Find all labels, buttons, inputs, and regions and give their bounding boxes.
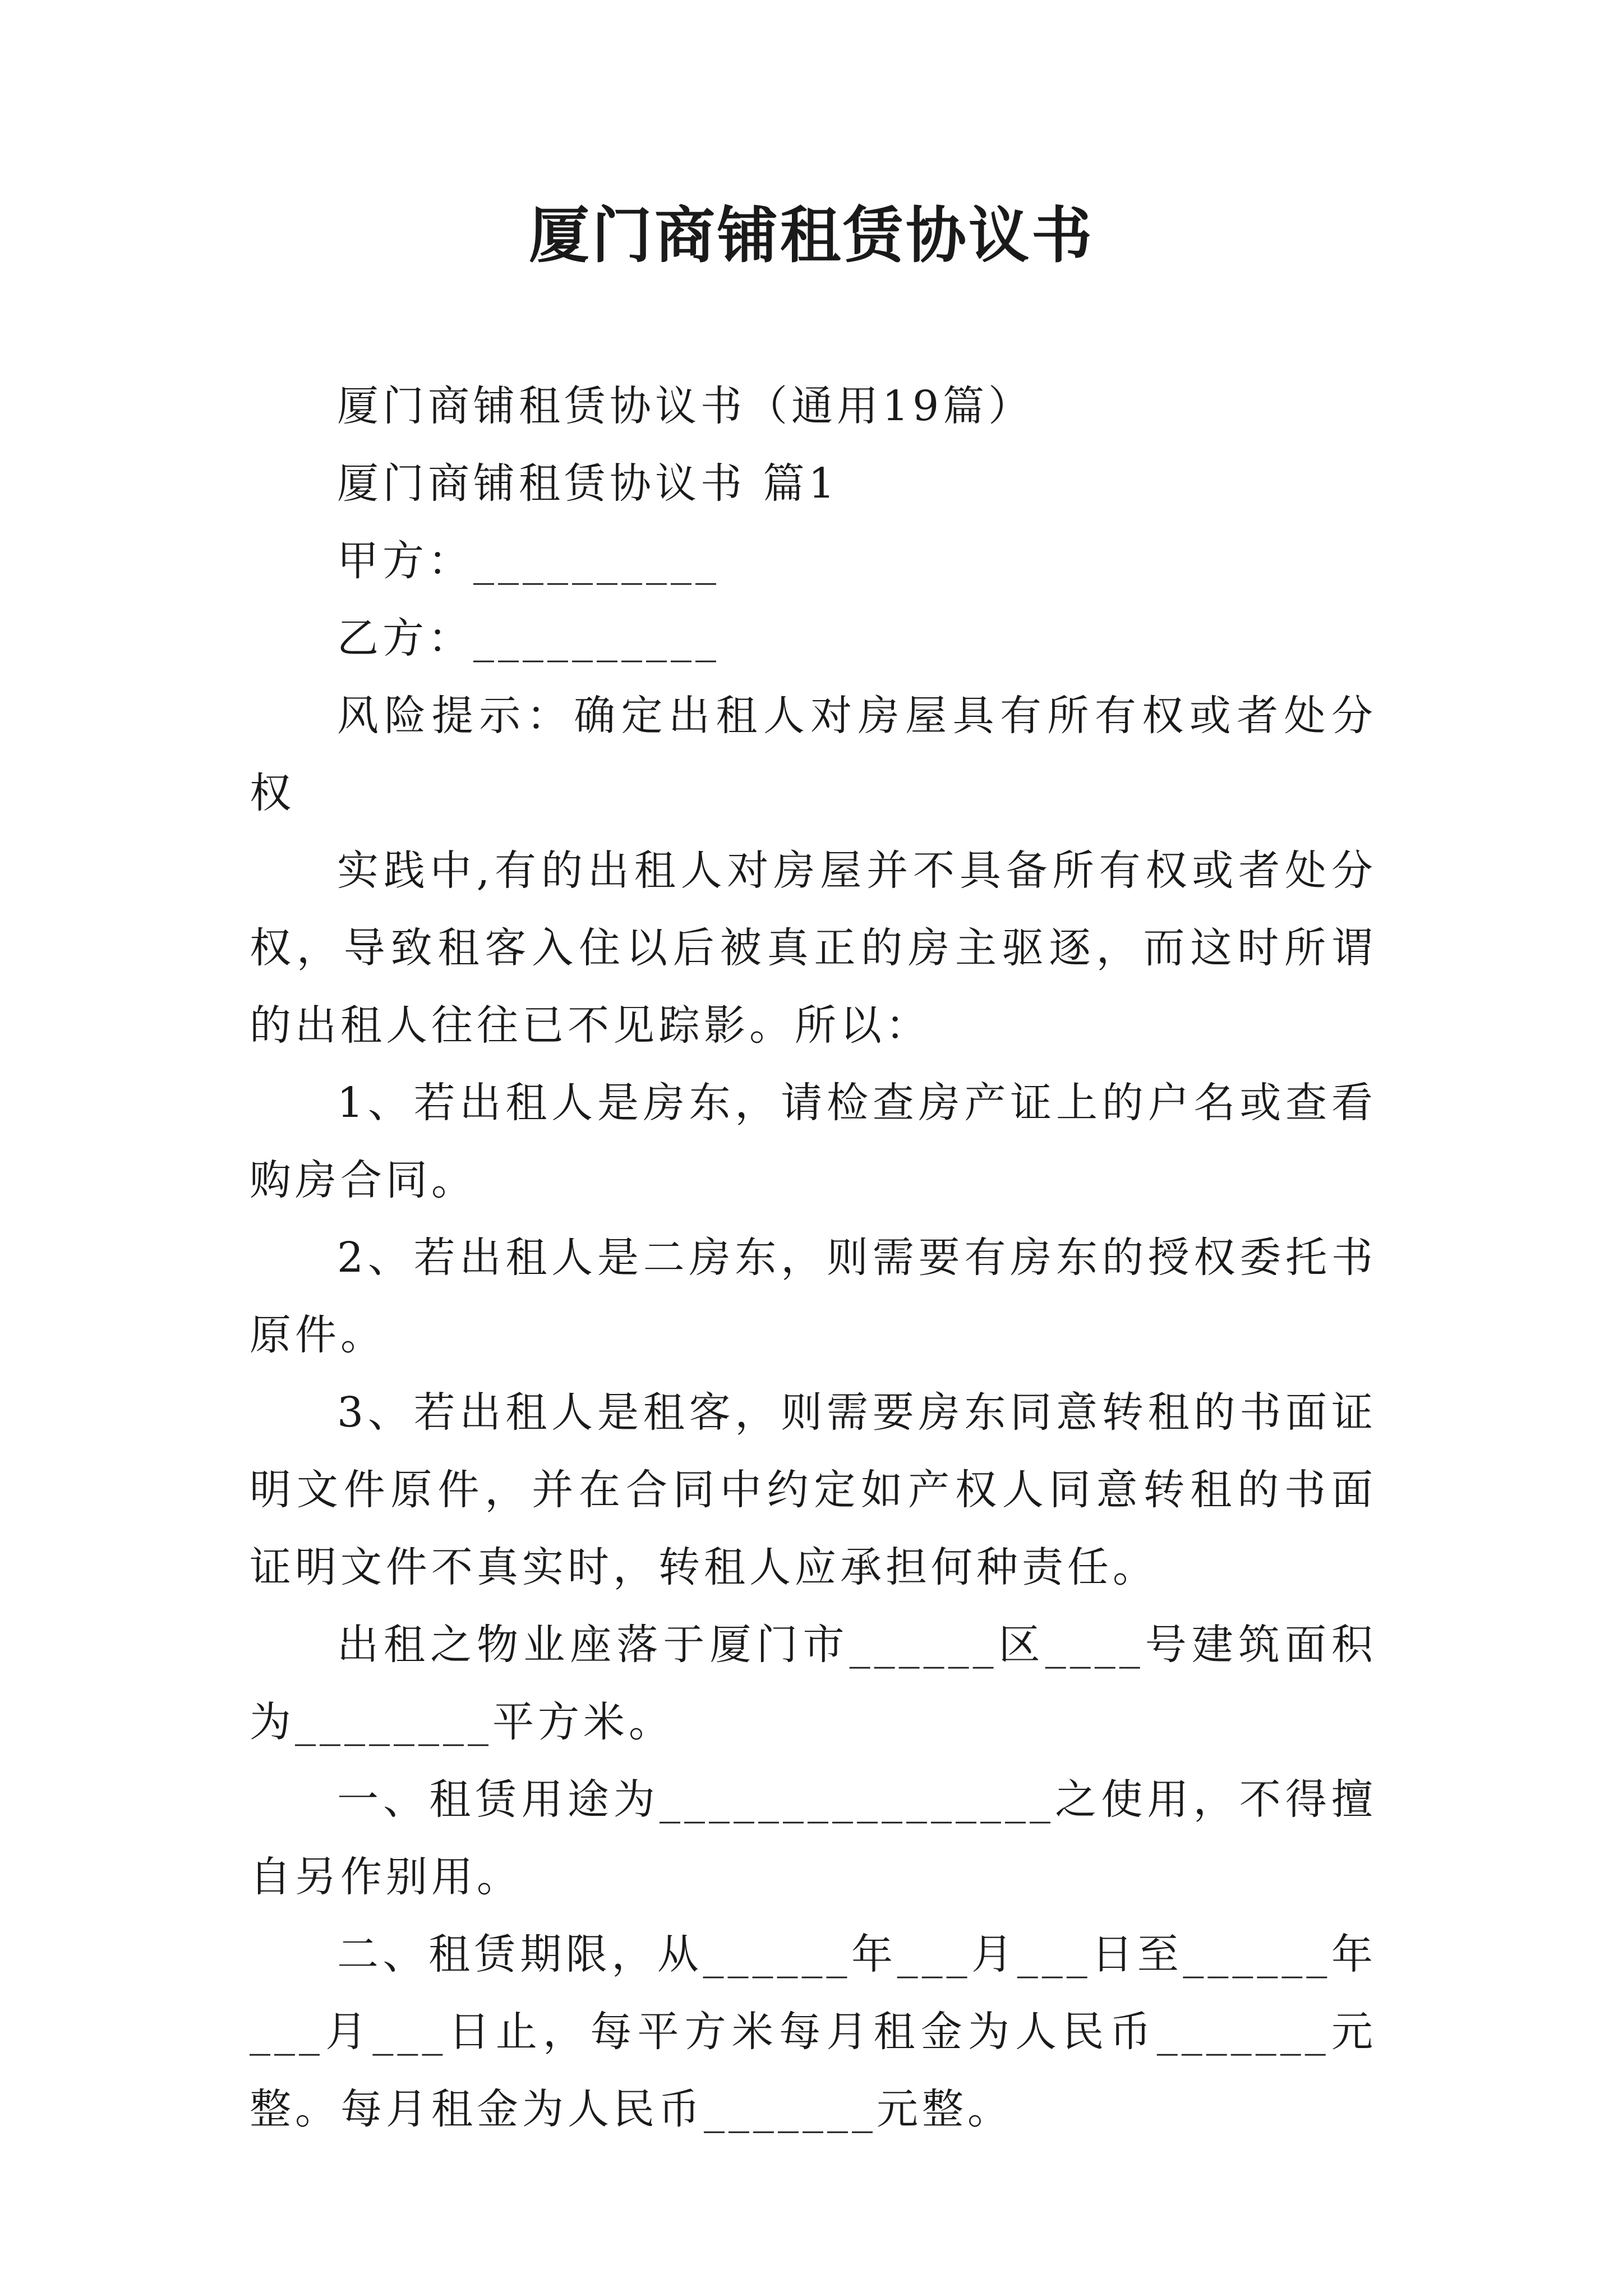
practice-paragraph: 实践中,有的出租人对房屋并不具备所有权或者处分权，导致租客入住以后被真正的房主驱逐，而这时所谓的出租人往往已不见踪影。所以： [250,846,1377,1050]
section-heading: 厦门商铺租赁协议书 篇1 [337,459,839,508]
subtitle-paragraph: 厦门商铺租赁协议书（通用19篇） [337,382,1034,430]
clause-2-term: 二、租赁期限，从______年___月___日至______年___月___日止，每平方米每月租金为人民币_______元整。每月租金为人民币_______元整。 [250,1930,1377,2133]
clause-1-usage: 一、租赁用途为________________之使用，不得擅自另作别用。 [250,1775,1377,1901]
property-location-paragraph: 出租之物业座落于厦门市______区____号建筑面积为________平方米。 [250,1621,1377,1746]
list-item-3: 3、若出租人是租客，则需要房东同意转租的书面证明文件原件，并在合同中约定如产权人同意转租的书面证明文件不真实时，转租人应承担何种责任。 [250,1388,1377,1591]
party-a-line: 甲方：__________ [337,537,720,585]
risk-notice: 风险提示：确定出租人对房屋具有所有权或者处分权 [250,692,1377,817]
list-item-2: 2、若出租人是二房东，则需要有房东的授权委托书原件。 [250,1234,1377,1359]
party-b-line: 乙方：__________ [337,614,720,662]
document-body [250,367,1377,2148]
document-title: 厦门商铺租赁协议书 [528,200,1094,271]
list-item-1: 1、若出租人是房东，请检查房产证上的户名或查看购房合同。 [250,1079,1377,1204]
